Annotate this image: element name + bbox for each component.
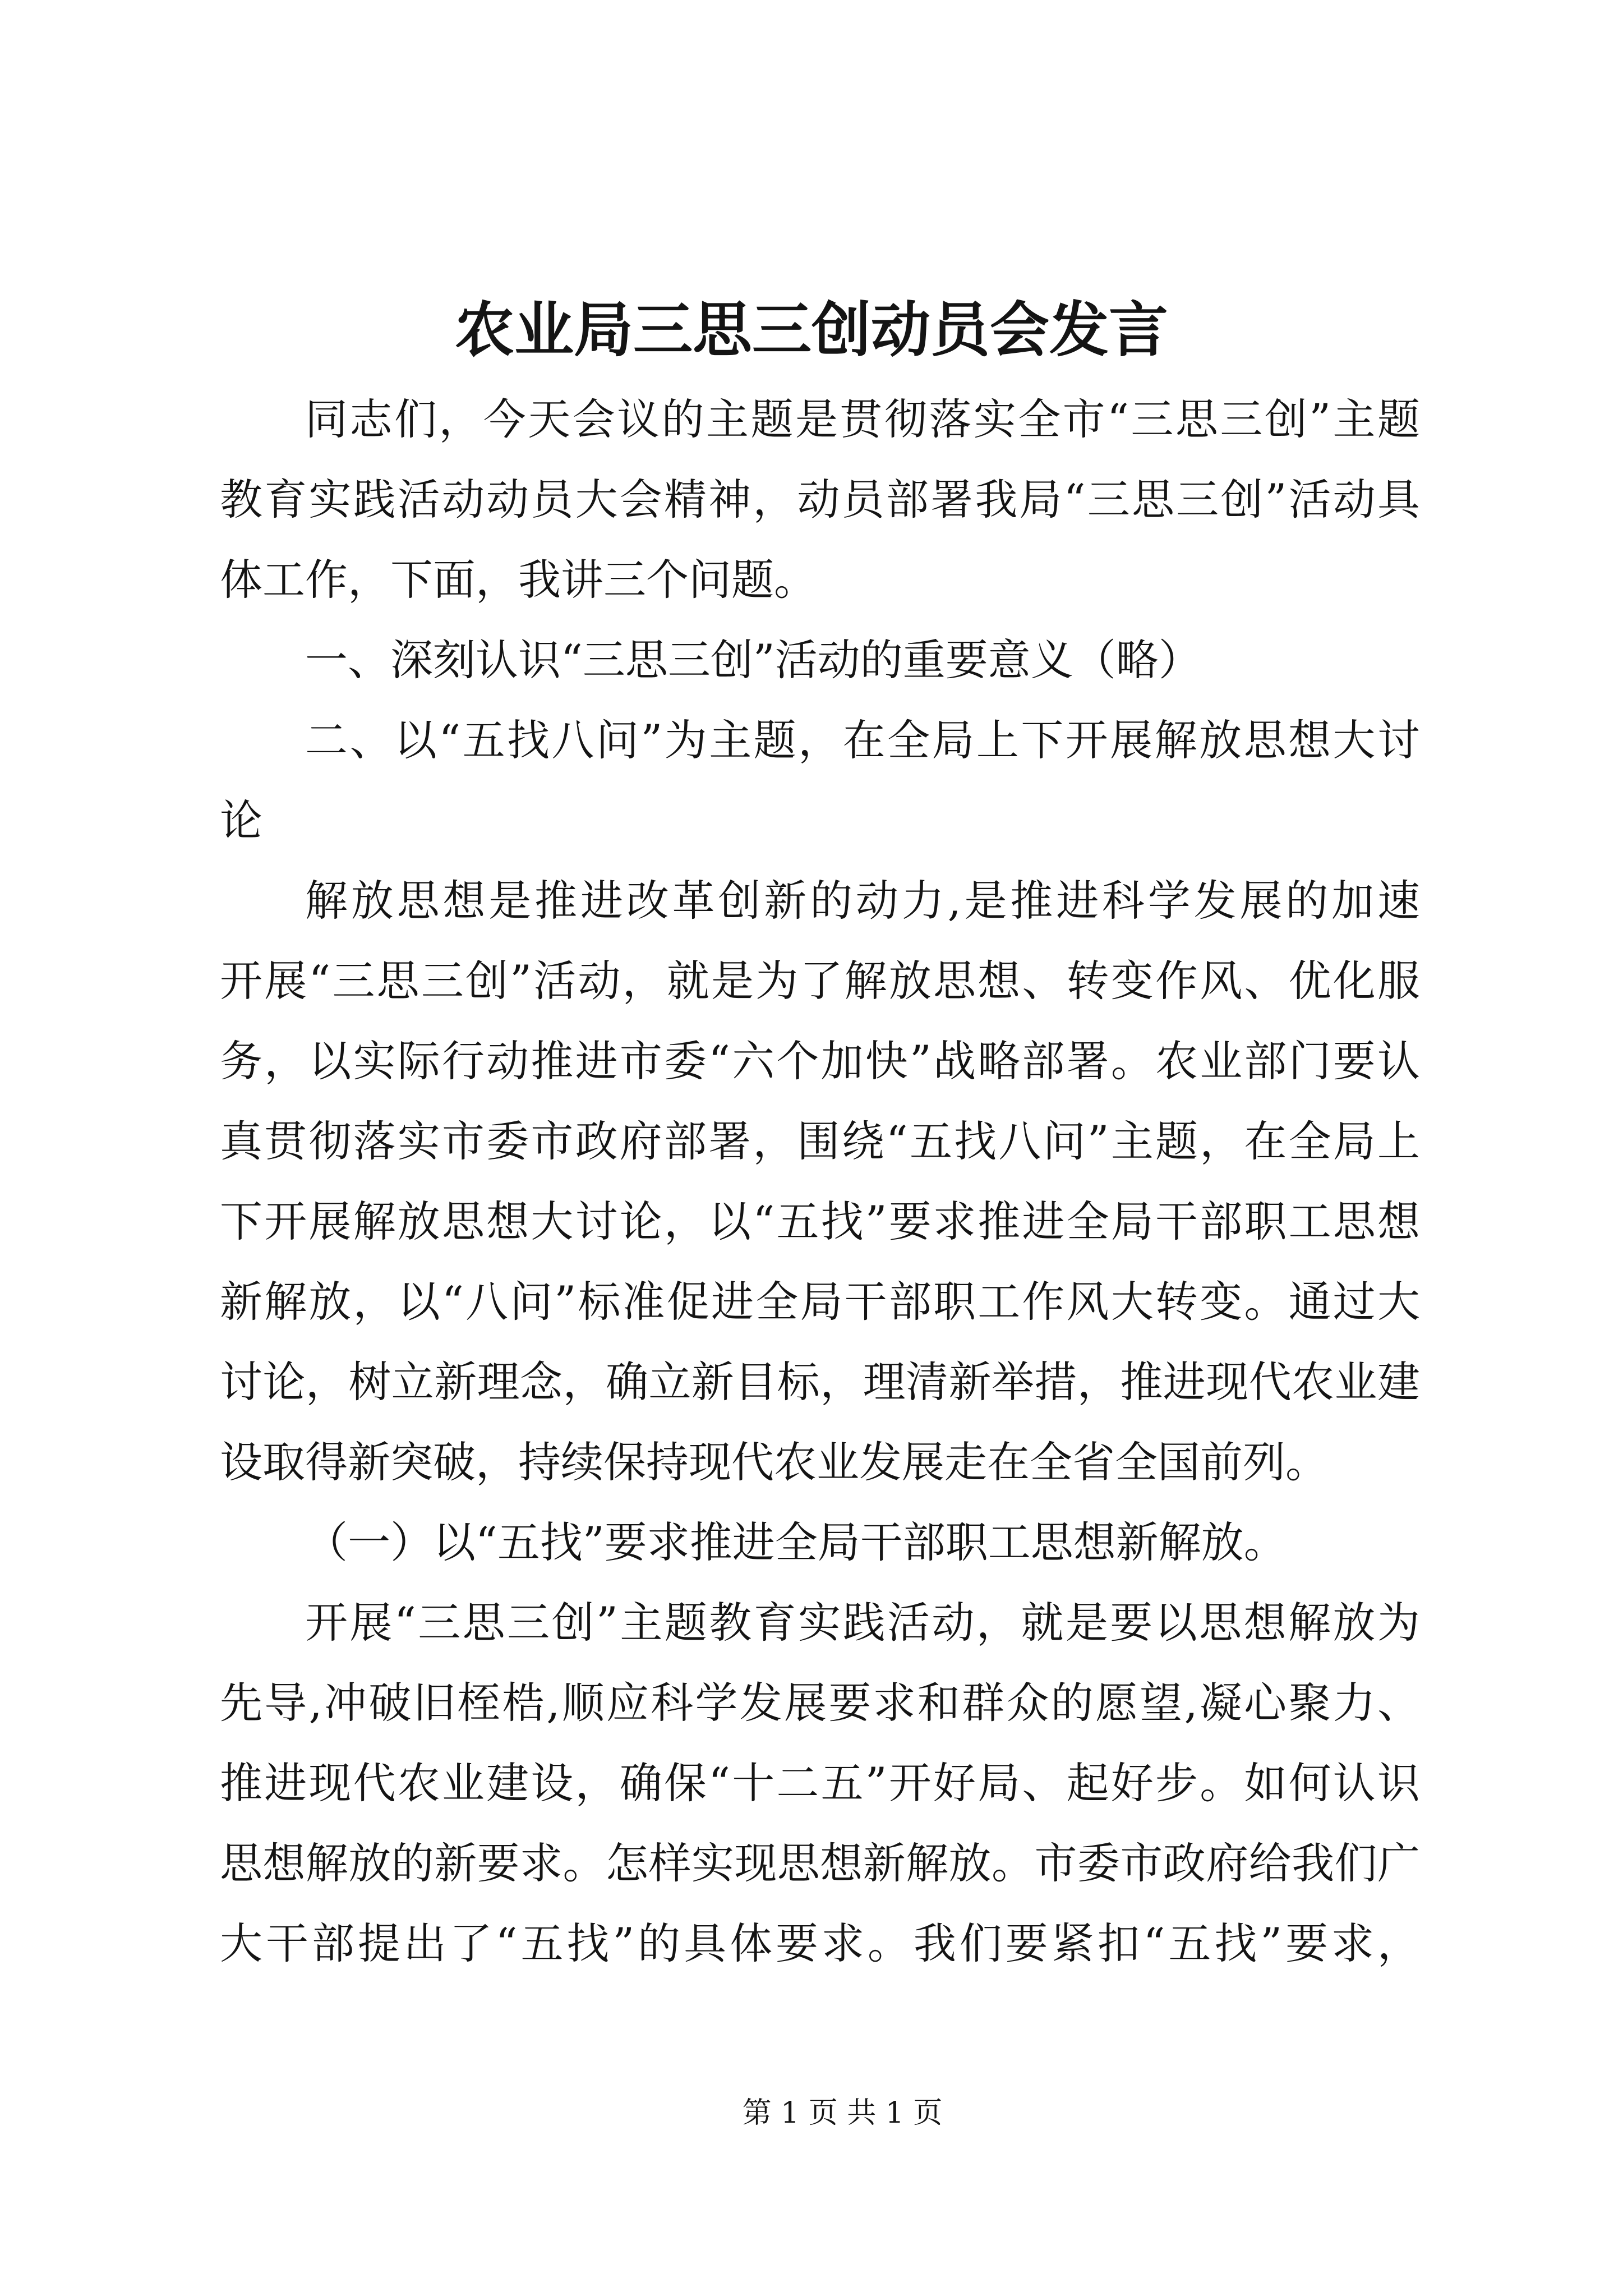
- text-line: 新解放，以“八问”标准促进全局干部职工作风大转变。通过大: [220, 1277, 1420, 1327]
- text-line: 二、以“五找八问”为主题，在全局上下开展解放思想大讨: [305, 715, 1420, 765]
- text-line: 先导,冲破旧桎梏,顺应科学发展要求和群众的愿望,凝心聚力、: [220, 1678, 1420, 1728]
- section-heading-two: [220, 700, 1420, 861]
- text-line: 一、深刻认识“三思三创”活动的重要意义（略）: [305, 635, 1201, 685]
- text-line: 思想解放的新要求。怎样实现思想新解放。市委市政府给我们广: [220, 1838, 1420, 1888]
- text-line: 论: [220, 795, 262, 845]
- text-line: 下开展解放思想大讨论，以“五找”要求推进全局干部职工思想: [220, 1197, 1420, 1246]
- paragraph-liberate-thinking: [220, 861, 1420, 1502]
- text-line: 讨论，树立新理念，确立新目标，理清新举措，推进现代农业建: [220, 1357, 1420, 1407]
- paragraph-five-requirements: [220, 1582, 1420, 1984]
- text-line: 体工作，下面，我讲三个问题。: [220, 555, 817, 605]
- text-line: （一）以“五找”要求推进全局干部职工思想新解放。: [305, 1517, 1287, 1567]
- text-line: 推进现代农业建设，确保“十二五”开好局、起好步。如何认识: [220, 1758, 1420, 1808]
- text-line: 开展“三思三创”活动，就是为了解放思想、转变作风、优化服: [220, 956, 1420, 1006]
- text-line: 同志们，今天会议的主题是贯彻落实全市“三思三创”主题: [305, 394, 1420, 444]
- text-line: 教育实践活动动员大会精神，动员部署我局“三思三创”活动具: [220, 475, 1420, 524]
- text-line: 务，以实际行动推进市委“六个加快”战略部署。农业部门要认: [220, 1036, 1420, 1086]
- section-heading-one: [220, 620, 1420, 700]
- page-number-footer: 第 1 页 共 1 页: [742, 2096, 943, 2130]
- text-line: 解放思想是推进改革创新的动力,是推进科学发展的加速: [305, 876, 1420, 926]
- paragraph-intro: [220, 379, 1420, 620]
- subsection-heading-one: [220, 1502, 1420, 1582]
- text-line: 真贯彻落实市委市政府部署，围绕“五找八问”主题，在全局上: [220, 1116, 1420, 1166]
- text-line: 大干部提出了“五找”的具体要求。我们要紧扣“五找”要求，: [220, 1918, 1420, 1968]
- document-body: [220, 379, 1420, 1984]
- text-line: 开展“三思三创”主题教育实践活动，就是要以思想解放为: [305, 1598, 1420, 1648]
- text-line: 设取得新突破，持续保持现代农业发展走在全省全国前列。: [220, 1437, 1328, 1487]
- document-title: 农业局三思三创动员会发言: [455, 295, 1168, 365]
